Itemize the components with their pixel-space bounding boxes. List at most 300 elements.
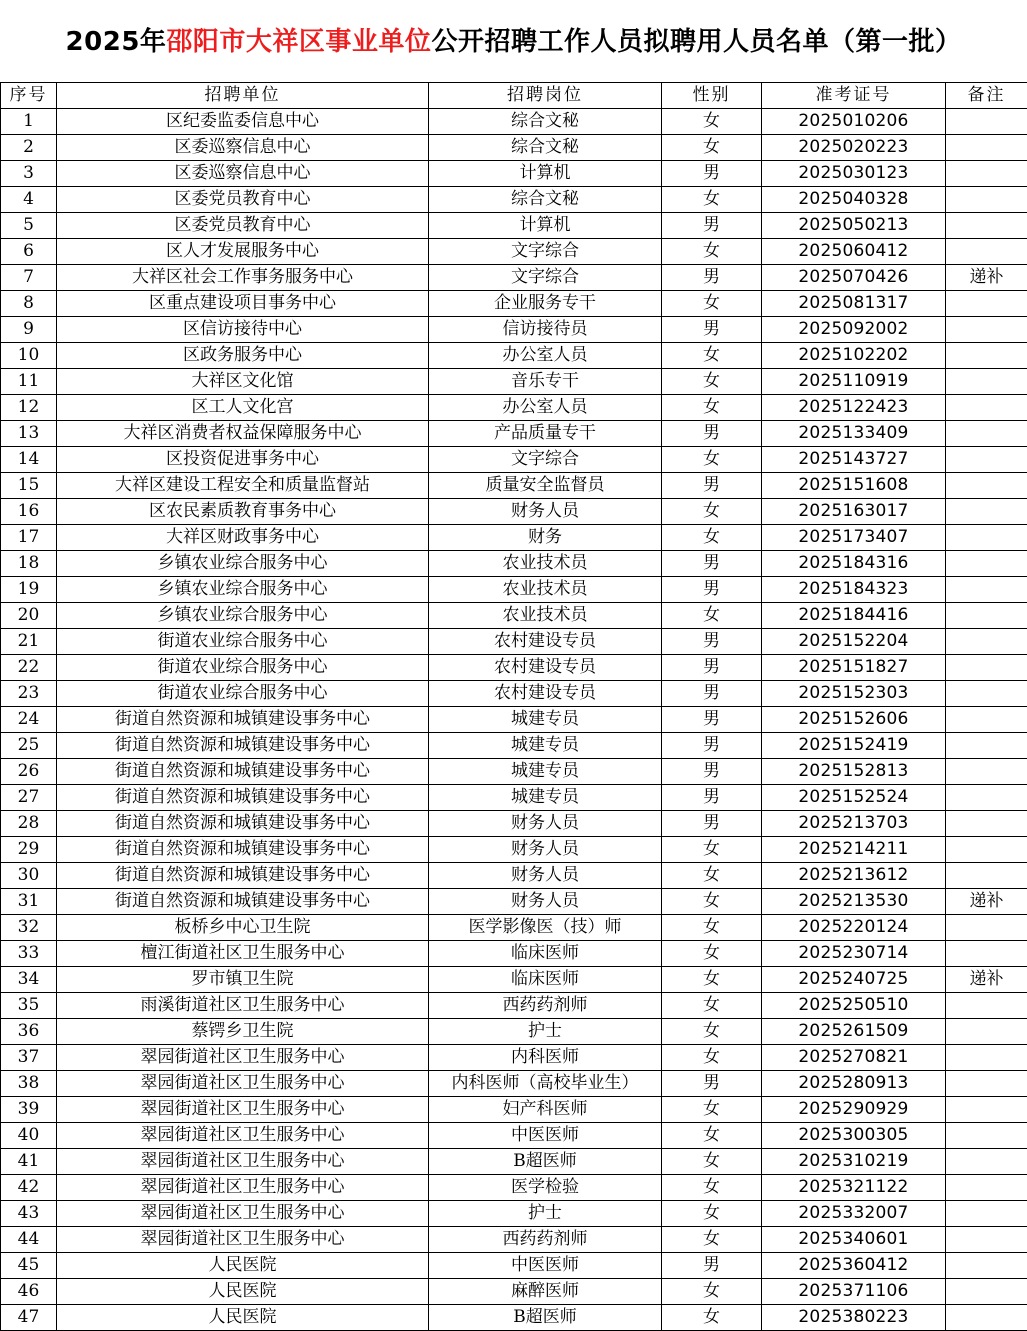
cell-unit: 区工人文化宫	[57, 395, 429, 421]
cell-remark	[946, 941, 1027, 967]
cell-remark	[946, 187, 1027, 213]
cell-unit: 大祥区社会工作事务服务中心	[57, 265, 429, 291]
cell-gender: 女	[662, 603, 762, 629]
cell-exam-id: 2025240725	[762, 967, 946, 993]
cell-gender: 女	[662, 1045, 762, 1071]
cell-unit: 大祥区文化馆	[57, 369, 429, 395]
cell-post: 麻醉医师	[429, 1279, 662, 1305]
cell-unit: 街道农业综合服务中心	[57, 655, 429, 681]
header-post: 招聘岗位	[429, 83, 662, 109]
cell-no: 4	[1, 187, 57, 213]
cell-unit: 大祥区财政事务中心	[57, 525, 429, 551]
cell-exam-id: 2025184416	[762, 603, 946, 629]
cell-no: 5	[1, 213, 57, 239]
table-row	[1, 863, 1027, 889]
cell-exam-id: 2025310219	[762, 1149, 946, 1175]
cell-gender: 女	[662, 889, 762, 915]
cell-exam-id: 2025340601	[762, 1227, 946, 1253]
header-remark: 备注	[946, 83, 1027, 109]
cell-unit: 区人才发展服务中心	[57, 239, 429, 265]
cell-post: 财务	[429, 525, 662, 551]
cell-unit: 板桥乡中心卫生院	[57, 915, 429, 941]
table-row	[1, 993, 1027, 1019]
cell-gender: 女	[662, 343, 762, 369]
cell-unit: 罗市镇卫生院	[57, 967, 429, 993]
cell-post: 综合文秘	[429, 135, 662, 161]
cell-remark	[946, 655, 1027, 681]
cell-post: 文字综合	[429, 265, 662, 291]
cell-remark	[946, 213, 1027, 239]
cell-unit: 人民医院	[57, 1305, 429, 1331]
cell-no: 15	[1, 473, 57, 499]
cell-remark: 递补	[946, 967, 1027, 993]
cell-no: 46	[1, 1279, 57, 1305]
cell-post: 企业服务专干	[429, 291, 662, 317]
cell-remark: 递补	[946, 889, 1027, 915]
cell-gender: 女	[662, 1279, 762, 1305]
cell-exam-id: 2025163017	[762, 499, 946, 525]
cell-unit: 街道自然资源和城镇建设事务中心	[57, 863, 429, 889]
table-row	[1, 551, 1027, 577]
table-row	[1, 941, 1027, 967]
cell-remark: 递补	[946, 265, 1027, 291]
cell-no: 11	[1, 369, 57, 395]
cell-post: B超医师	[429, 1149, 662, 1175]
cell-gender: 女	[662, 369, 762, 395]
cell-unit: 区信访接待中心	[57, 317, 429, 343]
table-body	[1, 109, 1027, 1331]
document-title	[0, 0, 1027, 82]
table-row	[1, 187, 1027, 213]
cell-no: 24	[1, 707, 57, 733]
cell-no: 44	[1, 1227, 57, 1253]
cell-no: 42	[1, 1175, 57, 1201]
cell-unit: 乡镇农业综合服务中心	[57, 551, 429, 577]
cell-no: 28	[1, 811, 57, 837]
table-row	[1, 629, 1027, 655]
cell-unit: 区委巡察信息中心	[57, 135, 429, 161]
cell-remark	[946, 161, 1027, 187]
cell-no: 41	[1, 1149, 57, 1175]
cell-no: 3	[1, 161, 57, 187]
cell-unit: 翠园街道社区卫生服务中心	[57, 1071, 429, 1097]
cell-gender: 女	[662, 187, 762, 213]
cell-remark	[946, 473, 1027, 499]
cell-remark	[946, 811, 1027, 837]
cell-unit: 翠园街道社区卫生服务中心	[57, 1123, 429, 1149]
cell-no: 9	[1, 317, 57, 343]
cell-gender: 女	[662, 135, 762, 161]
cell-exam-id: 2025280913	[762, 1071, 946, 1097]
cell-post: 信访接待员	[429, 317, 662, 343]
cell-remark	[946, 603, 1027, 629]
cell-post: 财务人员	[429, 863, 662, 889]
cell-exam-id: 2025380223	[762, 1305, 946, 1331]
cell-unit: 翠园街道社区卫生服务中心	[57, 1227, 429, 1253]
cell-exam-id: 2025070426	[762, 265, 946, 291]
cell-remark	[946, 369, 1027, 395]
table-row	[1, 369, 1027, 395]
cell-post: 护士	[429, 1201, 662, 1227]
cell-gender: 男	[662, 1253, 762, 1279]
table-row	[1, 915, 1027, 941]
cell-exam-id: 2025290929	[762, 1097, 946, 1123]
cell-gender: 男	[662, 317, 762, 343]
cell-gender: 男	[662, 811, 762, 837]
header-exam-id: 准考证号	[762, 83, 946, 109]
cell-remark	[946, 915, 1027, 941]
cell-remark	[946, 447, 1027, 473]
cell-remark	[946, 1305, 1027, 1331]
cell-unit: 街道自然资源和城镇建设事务中心	[57, 759, 429, 785]
table-row	[1, 291, 1027, 317]
table-row	[1, 525, 1027, 551]
title-highlight: 邵阳市大祥区事业单位	[166, 27, 431, 57]
cell-exam-id: 2025213612	[762, 863, 946, 889]
cell-gender: 女	[662, 1149, 762, 1175]
cell-no: 47	[1, 1305, 57, 1331]
cell-no: 35	[1, 993, 57, 1019]
cell-no: 25	[1, 733, 57, 759]
cell-exam-id: 2025214211	[762, 837, 946, 863]
cell-no: 38	[1, 1071, 57, 1097]
cell-post: 内科医师	[429, 1045, 662, 1071]
cell-exam-id: 2025184323	[762, 577, 946, 603]
table-row	[1, 473, 1027, 499]
cell-exam-id: 2025152606	[762, 707, 946, 733]
cell-gender: 男	[662, 577, 762, 603]
cell-no: 26	[1, 759, 57, 785]
table-row	[1, 161, 1027, 187]
cell-gender: 男	[662, 265, 762, 291]
cell-unit: 区纪委监委信息中心	[57, 109, 429, 135]
table-row	[1, 1097, 1027, 1123]
cell-remark	[946, 837, 1027, 863]
cell-exam-id: 2025152813	[762, 759, 946, 785]
cell-remark	[946, 863, 1027, 889]
cell-post: 城建专员	[429, 707, 662, 733]
cell-remark	[946, 1201, 1027, 1227]
cell-exam-id: 2025371106	[762, 1279, 946, 1305]
table-row	[1, 889, 1027, 915]
cell-post: 中医医师	[429, 1123, 662, 1149]
table-header-row	[1, 83, 1027, 109]
title-suffix: 公开招聘工作人员拟聘用人员名单（第一批）	[431, 27, 961, 57]
cell-exam-id: 2025152303	[762, 681, 946, 707]
cell-post: 财务人员	[429, 499, 662, 525]
cell-remark	[946, 135, 1027, 161]
cell-post: 妇产科医师	[429, 1097, 662, 1123]
cell-post: 产品质量专干	[429, 421, 662, 447]
cell-gender: 男	[662, 707, 762, 733]
cell-no: 39	[1, 1097, 57, 1123]
cell-exam-id: 2025010206	[762, 109, 946, 135]
cell-exam-id: 2025133409	[762, 421, 946, 447]
cell-remark	[946, 707, 1027, 733]
cell-gender: 男	[662, 785, 762, 811]
cell-post: 农业技术员	[429, 603, 662, 629]
cell-no: 6	[1, 239, 57, 265]
cell-remark	[946, 239, 1027, 265]
cell-post: 农业技术员	[429, 551, 662, 577]
cell-gender: 女	[662, 239, 762, 265]
cell-no: 21	[1, 629, 57, 655]
cell-remark	[946, 499, 1027, 525]
cell-unit: 街道自然资源和城镇建设事务中心	[57, 785, 429, 811]
table-row	[1, 655, 1027, 681]
cell-exam-id: 2025213530	[762, 889, 946, 915]
table-row	[1, 395, 1027, 421]
cell-post: 财务人员	[429, 889, 662, 915]
cell-post: 计算机	[429, 161, 662, 187]
cell-exam-id: 2025220124	[762, 915, 946, 941]
cell-exam-id: 2025152419	[762, 733, 946, 759]
cell-unit: 区委巡察信息中心	[57, 161, 429, 187]
cell-remark	[946, 525, 1027, 551]
cell-post: 质量安全监督员	[429, 473, 662, 499]
cell-exam-id: 2025184316	[762, 551, 946, 577]
cell-unit: 区重点建设项目事务中心	[57, 291, 429, 317]
header-gender: 性别	[662, 83, 762, 109]
cell-gender: 男	[662, 421, 762, 447]
cell-unit: 人民医院	[57, 1279, 429, 1305]
cell-no: 33	[1, 941, 57, 967]
table-row	[1, 1123, 1027, 1149]
cell-exam-id: 2025360412	[762, 1253, 946, 1279]
cell-gender: 女	[662, 395, 762, 421]
table-row	[1, 1305, 1027, 1331]
cell-gender: 女	[662, 447, 762, 473]
cell-exam-id: 2025081317	[762, 291, 946, 317]
cell-remark	[946, 1253, 1027, 1279]
cell-gender: 男	[662, 213, 762, 239]
table-row	[1, 1045, 1027, 1071]
cell-unit: 街道农业综合服务中心	[57, 681, 429, 707]
cell-no: 17	[1, 525, 57, 551]
cell-exam-id: 2025092002	[762, 317, 946, 343]
cell-exam-id: 2025060412	[762, 239, 946, 265]
header-no: 序号	[1, 83, 57, 109]
cell-post: B超医师	[429, 1305, 662, 1331]
table-row	[1, 317, 1027, 343]
cell-post: 城建专员	[429, 733, 662, 759]
cell-post: 财务人员	[429, 837, 662, 863]
cell-gender: 女	[662, 1123, 762, 1149]
cell-gender: 女	[662, 499, 762, 525]
cell-post: 中医医师	[429, 1253, 662, 1279]
cell-gender: 男	[662, 629, 762, 655]
cell-post: 护士	[429, 1019, 662, 1045]
cell-post: 文字综合	[429, 239, 662, 265]
cell-no: 1	[1, 109, 57, 135]
cell-unit: 乡镇农业综合服务中心	[57, 577, 429, 603]
cell-unit: 街道农业综合服务中心	[57, 629, 429, 655]
cell-gender: 女	[662, 993, 762, 1019]
cell-no: 2	[1, 135, 57, 161]
cell-no: 37	[1, 1045, 57, 1071]
cell-unit: 区委党员教育中心	[57, 213, 429, 239]
cell-gender: 女	[662, 941, 762, 967]
cell-unit: 街道自然资源和城镇建设事务中心	[57, 707, 429, 733]
cell-no: 22	[1, 655, 57, 681]
cell-gender: 男	[662, 161, 762, 187]
table-row	[1, 811, 1027, 837]
cell-post: 综合文秘	[429, 187, 662, 213]
cell-no: 31	[1, 889, 57, 915]
cell-remark	[946, 395, 1027, 421]
table-row	[1, 343, 1027, 369]
cell-no: 40	[1, 1123, 57, 1149]
cell-remark	[946, 317, 1027, 343]
table-row	[1, 577, 1027, 603]
cell-no: 14	[1, 447, 57, 473]
cell-post: 文字综合	[429, 447, 662, 473]
cell-no: 12	[1, 395, 57, 421]
cell-no: 13	[1, 421, 57, 447]
cell-no: 29	[1, 837, 57, 863]
cell-remark	[946, 1175, 1027, 1201]
cell-unit: 街道自然资源和城镇建设事务中心	[57, 889, 429, 915]
cell-unit: 区政务服务中心	[57, 343, 429, 369]
cell-remark	[946, 629, 1027, 655]
cell-unit: 区投资促进事务中心	[57, 447, 429, 473]
cell-unit: 大祥区消费者权益保障服务中心	[57, 421, 429, 447]
cell-post: 西药药剂师	[429, 1227, 662, 1253]
cell-unit: 蔡锷乡卫生院	[57, 1019, 429, 1045]
table-row	[1, 1201, 1027, 1227]
table-row	[1, 603, 1027, 629]
cell-exam-id: 2025102202	[762, 343, 946, 369]
cell-remark	[946, 785, 1027, 811]
cell-exam-id: 2025030123	[762, 161, 946, 187]
cell-post: 农村建设专员	[429, 655, 662, 681]
table-row	[1, 135, 1027, 161]
cell-remark	[946, 291, 1027, 317]
cell-no: 45	[1, 1253, 57, 1279]
title-prefix: 2025年	[66, 27, 167, 57]
cell-unit: 翠园街道社区卫生服务中心	[57, 1175, 429, 1201]
cell-unit: 乡镇农业综合服务中心	[57, 603, 429, 629]
cell-no: 16	[1, 499, 57, 525]
cell-exam-id: 2025151608	[762, 473, 946, 499]
table-row	[1, 499, 1027, 525]
cell-post: 城建专员	[429, 759, 662, 785]
cell-unit: 大祥区建设工程安全和质量监督站	[57, 473, 429, 499]
table-row	[1, 785, 1027, 811]
cell-unit: 人民医院	[57, 1253, 429, 1279]
cell-unit: 翠园街道社区卫生服务中心	[57, 1149, 429, 1175]
cell-unit: 翠园街道社区卫生服务中心	[57, 1097, 429, 1123]
cell-gender: 女	[662, 1227, 762, 1253]
cell-unit: 翠园街道社区卫生服务中心	[57, 1045, 429, 1071]
cell-exam-id: 2025143727	[762, 447, 946, 473]
cell-unit: 区委党员教育中心	[57, 187, 429, 213]
cell-post: 财务人员	[429, 811, 662, 837]
cell-no: 8	[1, 291, 57, 317]
table-row	[1, 1175, 1027, 1201]
cell-gender: 女	[662, 1019, 762, 1045]
cell-unit: 街道自然资源和城镇建设事务中心	[57, 837, 429, 863]
cell-unit: 雨溪街道社区卫生服务中心	[57, 993, 429, 1019]
cell-exam-id: 2025261509	[762, 1019, 946, 1045]
cell-gender: 男	[662, 551, 762, 577]
cell-post: 临床医师	[429, 967, 662, 993]
cell-post: 办公室人员	[429, 343, 662, 369]
table-row	[1, 967, 1027, 993]
cell-post: 农业技术员	[429, 577, 662, 603]
cell-remark	[946, 681, 1027, 707]
cell-post: 医学检验	[429, 1175, 662, 1201]
cell-remark	[946, 551, 1027, 577]
cell-exam-id: 2025300305	[762, 1123, 946, 1149]
cell-gender: 女	[662, 837, 762, 863]
cell-unit: 翠园街道社区卫生服务中心	[57, 1201, 429, 1227]
cell-no: 20	[1, 603, 57, 629]
cell-no: 7	[1, 265, 57, 291]
cell-gender: 男	[662, 473, 762, 499]
cell-post: 西药药剂师	[429, 993, 662, 1019]
cell-gender: 女	[662, 863, 762, 889]
cell-post: 医学影像医（技）师	[429, 915, 662, 941]
cell-remark	[946, 343, 1027, 369]
table-row	[1, 681, 1027, 707]
cell-exam-id: 2025250510	[762, 993, 946, 1019]
cell-remark	[946, 1045, 1027, 1071]
cell-remark	[946, 421, 1027, 447]
cell-remark	[946, 1149, 1027, 1175]
cell-exam-id: 2025040328	[762, 187, 946, 213]
cell-no: 19	[1, 577, 57, 603]
cell-exam-id: 2025152524	[762, 785, 946, 811]
cell-gender: 女	[662, 1201, 762, 1227]
cell-remark	[946, 1097, 1027, 1123]
cell-gender: 男	[662, 733, 762, 759]
cell-gender: 女	[662, 1175, 762, 1201]
cell-no: 23	[1, 681, 57, 707]
cell-no: 32	[1, 915, 57, 941]
cell-exam-id: 2025151827	[762, 655, 946, 681]
cell-exam-id: 2025332007	[762, 1201, 946, 1227]
cell-exam-id: 2025122423	[762, 395, 946, 421]
hiring-roster-table	[0, 82, 1027, 1331]
cell-unit: 区农民素质教育事务中心	[57, 499, 429, 525]
cell-remark	[946, 1019, 1027, 1045]
cell-remark	[946, 1071, 1027, 1097]
cell-gender: 女	[662, 915, 762, 941]
cell-no: 27	[1, 785, 57, 811]
table-row	[1, 265, 1027, 291]
cell-unit: 檀江街道社区卫生服务中心	[57, 941, 429, 967]
table-row	[1, 759, 1027, 785]
cell-gender: 男	[662, 759, 762, 785]
cell-gender: 女	[662, 1305, 762, 1331]
cell-no: 36	[1, 1019, 57, 1045]
cell-no: 10	[1, 343, 57, 369]
cell-post: 办公室人员	[429, 395, 662, 421]
header-unit: 招聘单位	[57, 83, 429, 109]
cell-no: 43	[1, 1201, 57, 1227]
table-row	[1, 1071, 1027, 1097]
cell-gender: 女	[662, 1097, 762, 1123]
table-row	[1, 1019, 1027, 1045]
cell-post: 内科医师（高校毕业生）	[429, 1071, 662, 1097]
table-row	[1, 213, 1027, 239]
table-row	[1, 837, 1027, 863]
cell-remark	[946, 109, 1027, 135]
cell-gender: 女	[662, 291, 762, 317]
table-row	[1, 421, 1027, 447]
cell-exam-id: 2025213703	[762, 811, 946, 837]
